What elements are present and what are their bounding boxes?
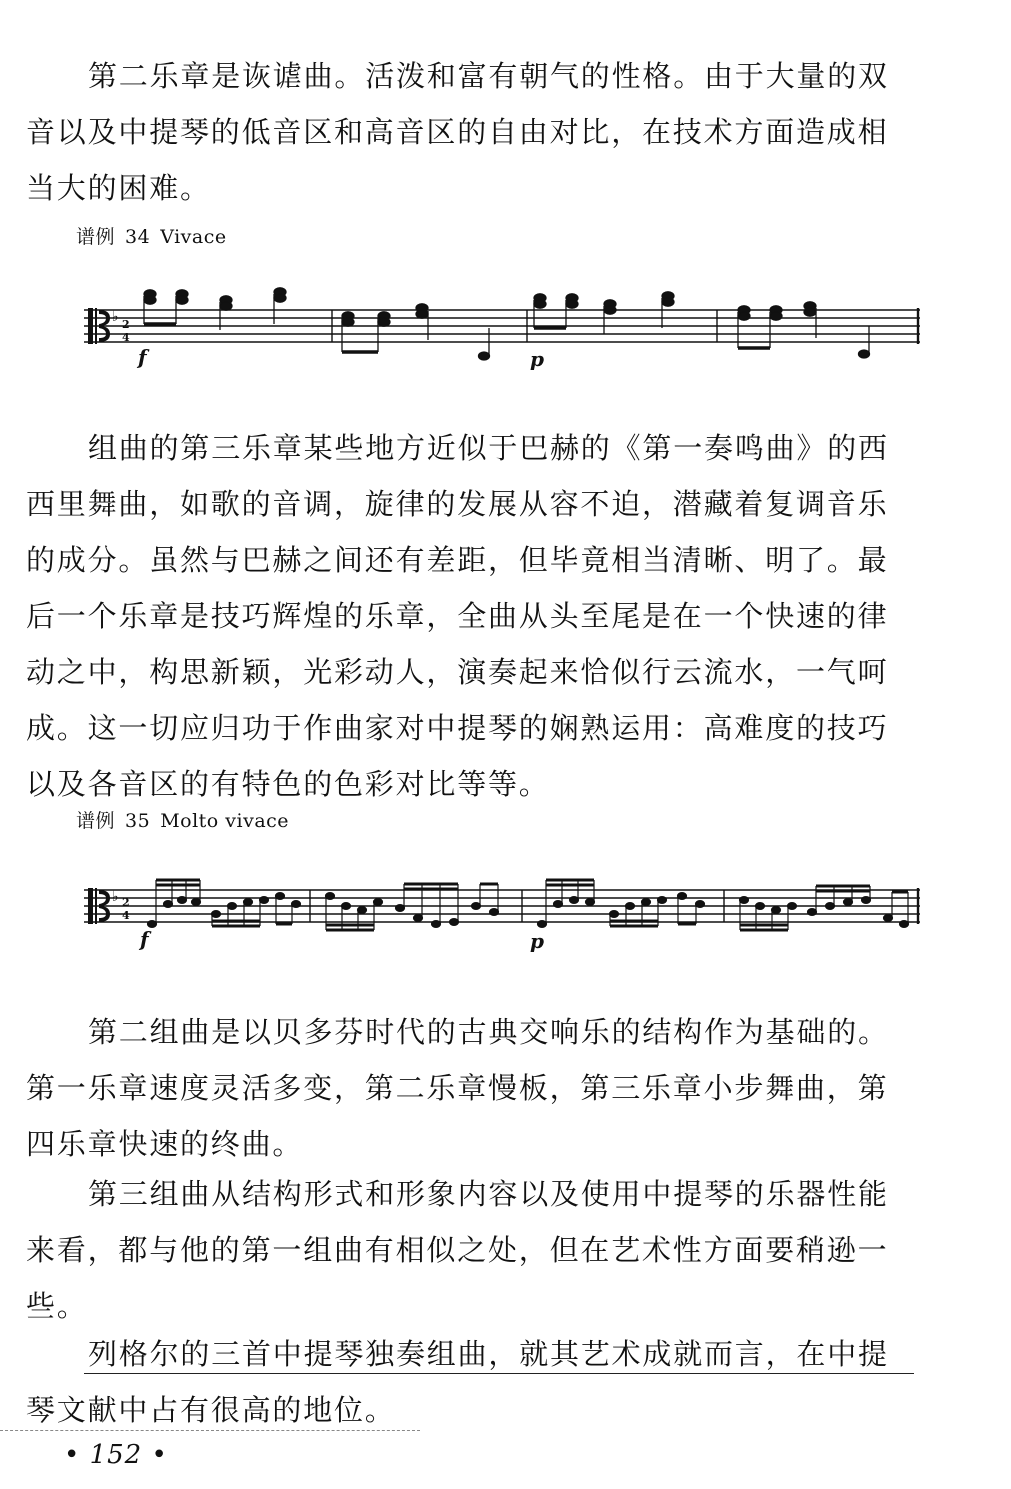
tempo-marking: Vivace [160,226,227,248]
text-line: 些。 [26,1289,88,1323]
dynamic-marking: p [530,347,544,370]
handwritten-underline [84,1373,914,1374]
text-line: 列格尔的三首中提琴独奏组曲，就其艺术成就而言，在中提 [88,1337,889,1371]
staff-notation [84,866,924,956]
paragraph-suite-third-movement [26,420,946,812]
svg-text:♭: ♭ [112,309,119,325]
page-number: • 152 • [64,1440,168,1470]
text-line: 第一乐章速度灵活多变，第二乐章慢板，第三乐章小步舞曲，第 [26,1071,889,1105]
tempo-marking: Molto vivace [160,810,290,832]
text-line: 西里舞曲，如歌的音调，旋律的发展从容不迫，潜藏着复调音乐 [26,487,889,521]
dynamic-marking: p [530,929,544,953]
dynamic-marking: f [140,927,149,951]
text-line: 当大的困难。 [26,171,211,205]
text-line: 的成分。虽然与巴赫之间还有差距，但毕竟相当清晰、明了。最 [26,543,889,577]
staff-notation [84,280,924,370]
music-staff-example-35 [84,866,924,956]
text-line: 第二乐章是诙谑曲。活泼和富有朝气的性格。由于大量的双 [88,59,889,93]
text-line: 组曲的第三乐章某些地方近似于巴赫的《第一奏鸣曲》的西 [88,431,889,465]
svg-text:2: 2 [122,896,130,909]
text-line: 第二组曲是以贝多芬时代的古典交响乐的结构作为基础的。 [88,1015,889,1049]
text-line: 成。这一切应归功于作曲家对中提琴的娴熟运用：高难度的技巧 [26,711,889,745]
example-label: 谱例 [76,810,116,832]
text-line: 来看，都与他的第一组曲有相似之处，但在艺术性方面要稍逊一 [26,1233,889,1267]
example-34-caption [76,222,237,249]
text-line: 四乐章快速的终曲。 [26,1127,304,1161]
example-number: 34 [125,226,151,248]
text-line: 第三组曲从结构形式和形象内容以及使用中提琴的乐器性能 [88,1177,889,1211]
svg-text:4: 4 [122,909,130,922]
paragraph-second-suite [26,1004,946,1172]
text-line: 音以及中提琴的低音区和高音区的自由对比，在技术方面造成相 [26,115,889,149]
paragraph-conclusion [26,1326,946,1438]
scan-artifact-line [0,1430,420,1431]
example-35-caption [76,806,299,833]
svg-text:4: 4 [122,331,130,344]
paragraph-scherzo [26,48,946,216]
text-line: 后一个乐章是技巧辉煌的乐章，全曲从头至尾是在一个快速的律 [26,599,889,633]
text-line: 以及各音区的有特色的色彩对比等等。 [26,767,550,801]
text-line: 动之中，构思新颖，光彩动人，演奏起来恰似行云流水，一气呵 [26,655,889,689]
music-staff-example-34 [84,280,924,370]
paragraph-third-suite [26,1166,946,1334]
example-label: 谱例 [76,226,116,248]
svg-text:2: 2 [122,318,130,331]
text-line: 琴文献中占有很高的地位。 [26,1393,396,1427]
dynamic-marking: f [138,345,147,369]
svg-text:♭: ♭ [112,889,119,905]
example-number: 35 [125,810,151,832]
